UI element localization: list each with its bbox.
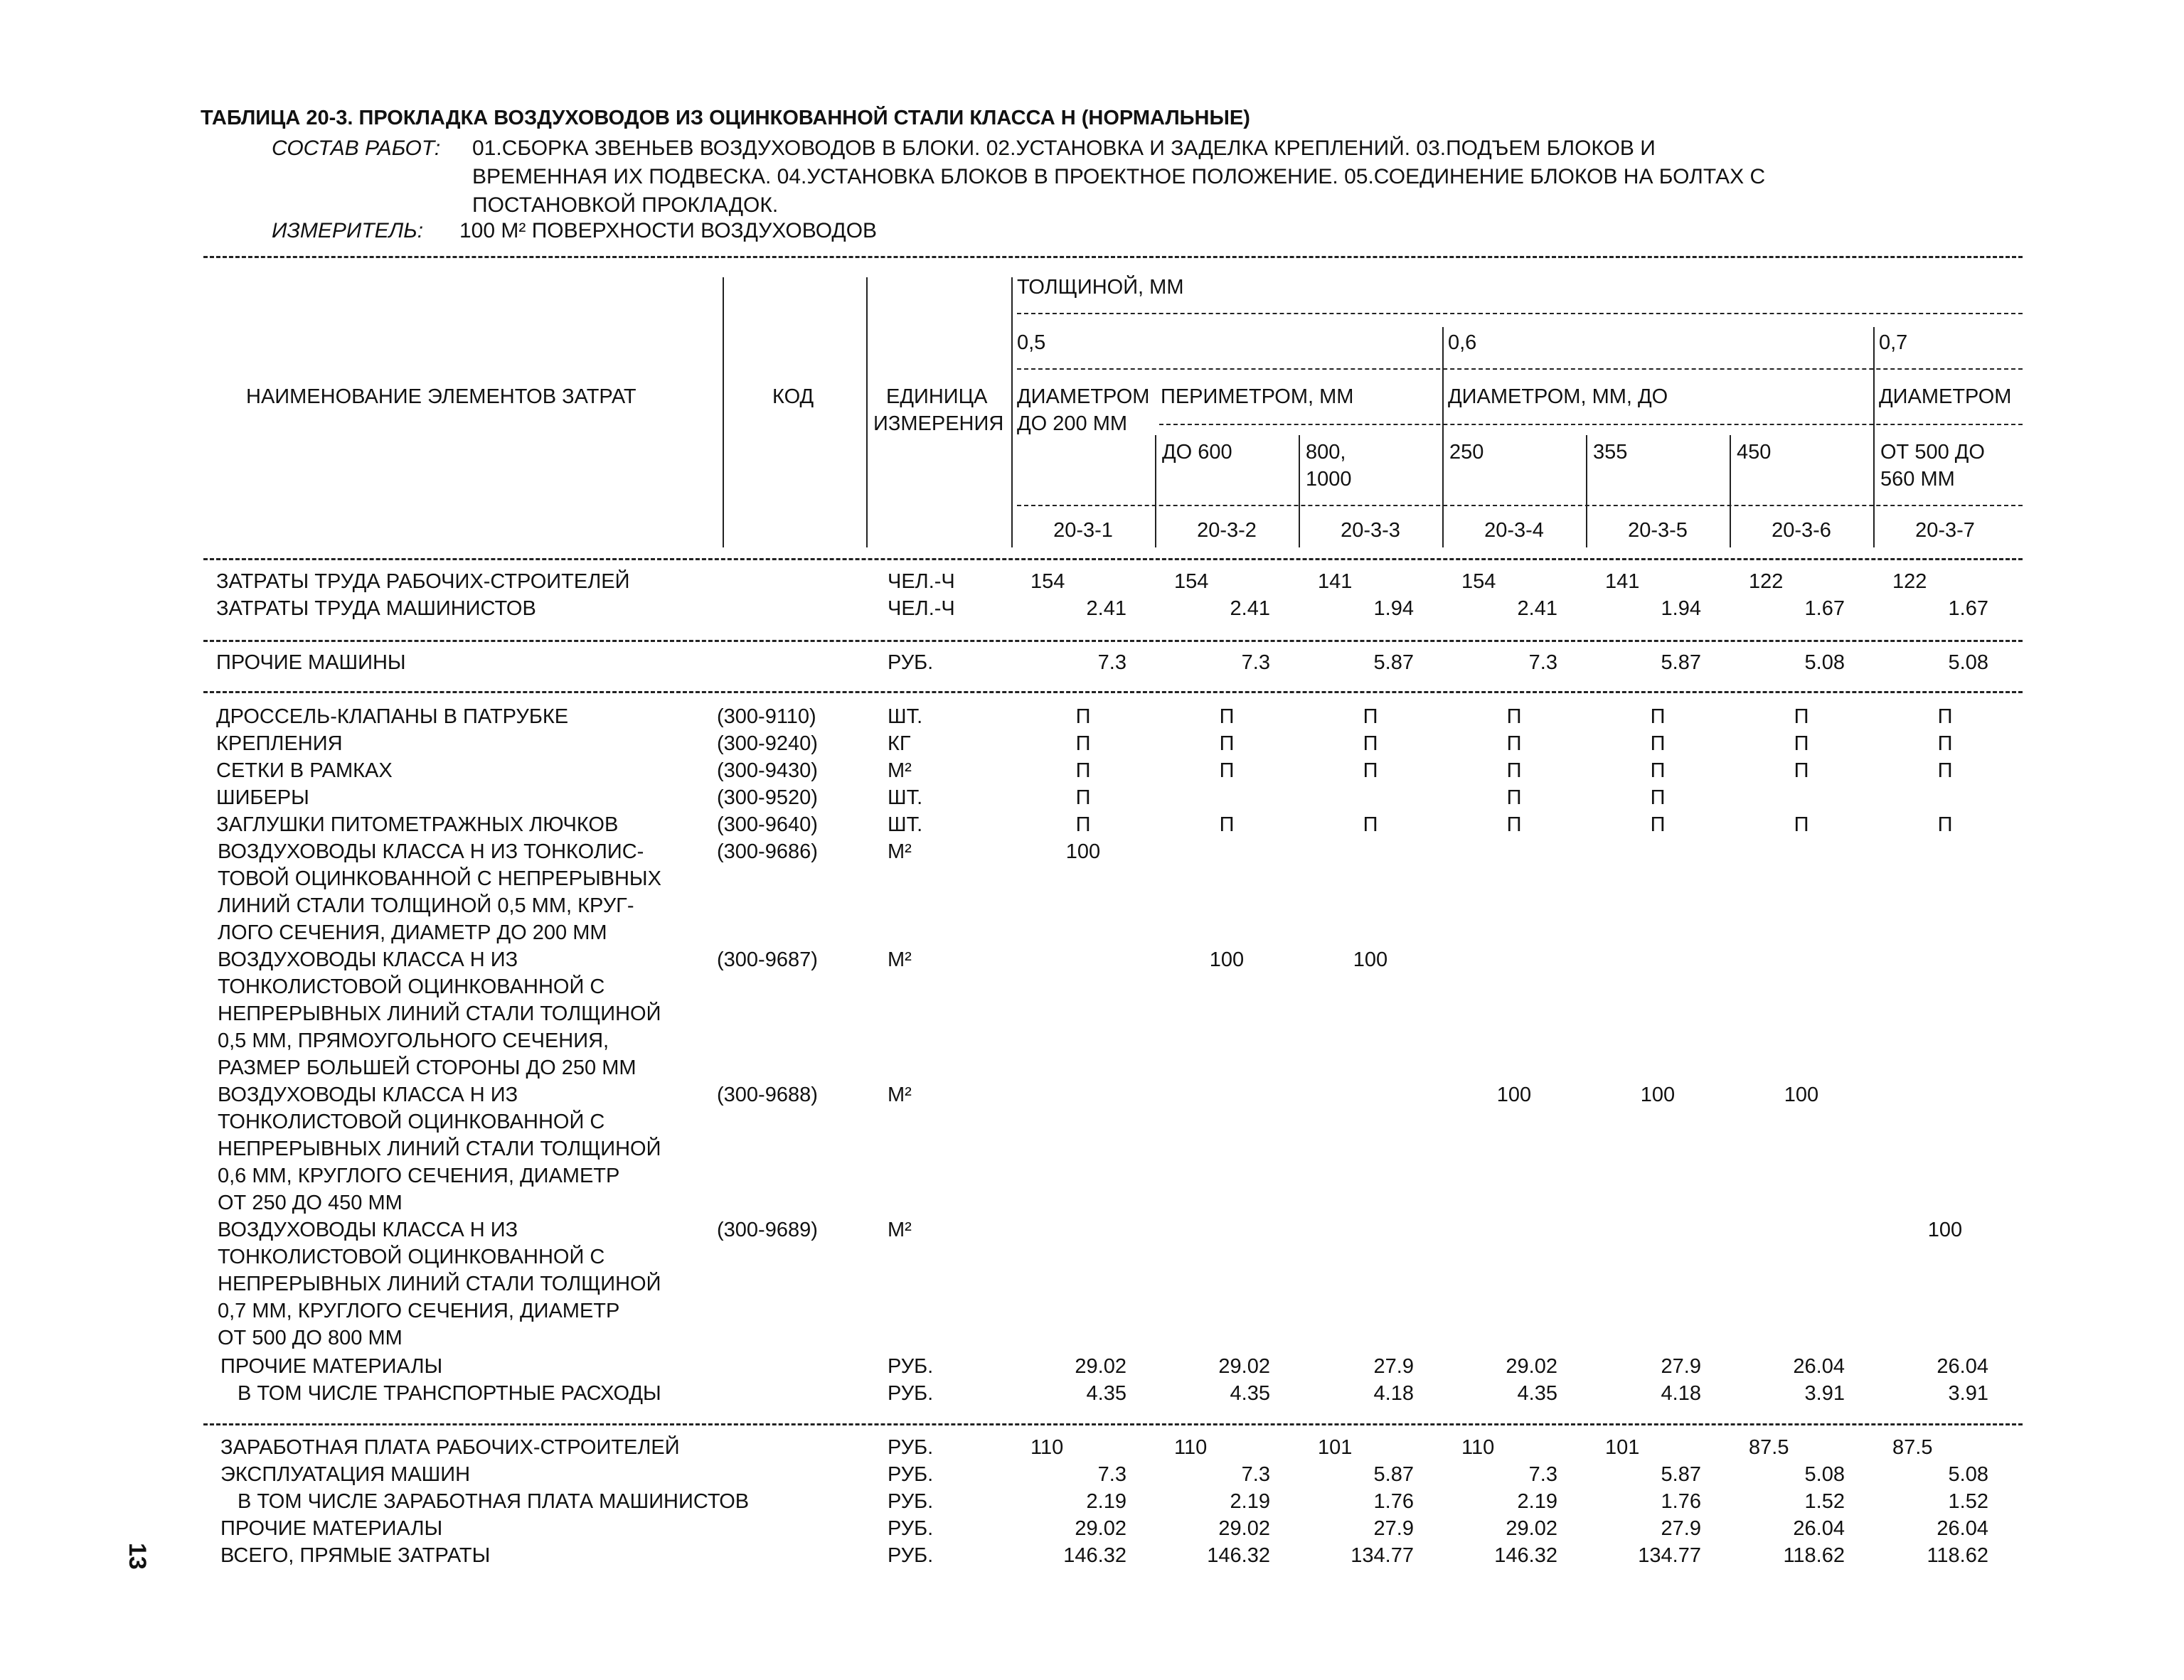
value-cell: 5.87 <box>1373 1463 1414 1486</box>
column-code: 20-3-7 <box>1915 519 1975 542</box>
header-t06: 0,6 <box>1448 331 1477 354</box>
value-cell: П <box>1794 705 1809 728</box>
value-cell: 100 <box>1784 1084 1819 1106</box>
header-subline-1 <box>1017 313 2023 314</box>
value-cell: 4.18 <box>1661 1382 1701 1405</box>
header-divider-c3 <box>1299 435 1300 547</box>
value-cell: 5.08 <box>1804 651 1845 674</box>
rule-header-bottom <box>203 558 2023 560</box>
material-row-unit: ШТ. <box>888 786 923 809</box>
duct-description-line: ТОНКОЛИСТОВОЙ ОЦИНКОВАННОЙ С <box>218 1111 605 1133</box>
column-code: 20-3-3 <box>1341 519 1400 542</box>
value-cell: 146.32 <box>1207 1544 1270 1567</box>
value-cell: 141 <box>1605 570 1640 593</box>
duct-row-unit: М² <box>888 840 912 863</box>
value-cell: П <box>1075 705 1091 728</box>
header-diam-mm-do: ДИАМЕТРОМ, ММ, ДО <box>1448 385 1668 408</box>
other-material-row-name: В ТОМ ЧИСЛЕ ТРАНСПОРТНЫЕ РАСХОДЫ <box>238 1382 661 1405</box>
material-row-unit: ШТ. <box>888 813 923 836</box>
duct-row-code: (300-9687) <box>717 948 818 971</box>
machines-row-name: ПРОЧИЕ МАШИНЫ <box>216 651 406 674</box>
value-cell: П <box>1075 732 1091 755</box>
value-cell: 1.67 <box>1948 597 1988 620</box>
header-s355: 355 <box>1593 441 1628 464</box>
header-s500-1: ОТ 500 ДО <box>1880 441 1985 464</box>
value-cell: П <box>1219 732 1235 755</box>
total-row-unit: РУБ. <box>888 1490 934 1513</box>
total-row-name: ПРОЧИЕ МАТЕРИАЛЫ <box>220 1517 443 1540</box>
value-cell: 110 <box>1461 1436 1495 1459</box>
value-cell: 141 <box>1318 570 1353 593</box>
total-row-name: ЗАРАБОТНАЯ ПЛАТА РАБОЧИХ-СТРОИТЕЛЕЙ <box>220 1436 680 1459</box>
header-diam-1: ДИАМЕТРОМ <box>1017 385 1150 408</box>
value-cell: 100 <box>1927 1219 1963 1241</box>
duct-description-line: ВОЗДУХОВОДЫ КЛАССА Н ИЗ <box>218 948 518 971</box>
duct-description-line: ВОЗДУХОВОДЫ КЛАССА Н ИЗ <box>218 1219 518 1241</box>
value-cell: П <box>1650 732 1666 755</box>
value-cell: 5.87 <box>1661 651 1701 674</box>
rule-machines-bottom <box>203 691 2023 693</box>
work-label: СОСТАВ РАБОТ: <box>272 137 441 160</box>
header-perim: ПЕРИМЕТРОМ, ММ <box>1161 385 1354 408</box>
value-cell: 100 <box>1209 948 1245 971</box>
value-cell: 146.32 <box>1063 1544 1126 1567</box>
value-cell: П <box>1506 786 1522 809</box>
measure-label: ИЗМЕРИТЕЛЬ: <box>272 219 424 242</box>
work-line-1: 01.СБОРКА ЗВЕНЬЕВ ВОЗДУХОВОДОВ В БЛОКИ. 02.УСТАНОВКА И ЗАДЕЛКА КРЕПЛЕНИЙ. 03.ПОДЪЕМ БЛОКОВ И <box>472 137 1656 160</box>
value-cell: 29.02 <box>1506 1355 1557 1378</box>
value-cell: П <box>1075 759 1091 782</box>
header-thickness: ТОЛЩИНОЙ, ММ <box>1017 276 1184 299</box>
material-row-unit: КГ <box>888 732 911 755</box>
header-divider-c5 <box>1586 435 1587 547</box>
duct-description-line: ТОНКОЛИСТОВОЙ ОЦИНКОВАННОЙ С <box>218 1246 605 1268</box>
header-divider-c7 <box>1873 327 1875 547</box>
value-cell: 110 <box>1174 1436 1208 1459</box>
value-cell: 146.32 <box>1494 1544 1557 1567</box>
value-cell: 101 <box>1318 1436 1353 1459</box>
value-cell: 27.9 <box>1373 1517 1414 1540</box>
value-cell: 29.02 <box>1075 1355 1126 1378</box>
value-cell: 27.9 <box>1373 1355 1414 1378</box>
value-cell: П <box>1794 759 1809 782</box>
header-code: КОД <box>772 385 814 408</box>
value-cell: 134.77 <box>1638 1544 1701 1567</box>
header-divider-values <box>1011 277 1013 547</box>
value-cell: 26.04 <box>1793 1355 1845 1378</box>
duct-row-unit: М² <box>888 1219 912 1241</box>
material-row-name: СЕТКИ В РАМКАХ <box>216 759 393 782</box>
value-cell: 1.76 <box>1661 1490 1701 1513</box>
value-cell: П <box>1650 705 1666 728</box>
value-cell: 2.41 <box>1517 597 1557 620</box>
value-cell: 27.9 <box>1661 1355 1701 1378</box>
value-cell: 4.35 <box>1230 1382 1270 1405</box>
value-cell: 118.62 <box>1783 1544 1845 1567</box>
header-divider-c6 <box>1730 435 1731 547</box>
value-cell: П <box>1937 732 1953 755</box>
value-cell: 154 <box>1174 570 1209 593</box>
value-cell: 4.18 <box>1373 1382 1414 1405</box>
header-divider-code <box>723 277 724 547</box>
material-row-name: ЗАГЛУШКИ ПИТОМЕТРАЖНЫХ ЛЮЧКОВ <box>216 813 619 836</box>
header-unit-1: ЕДИНИЦА <box>886 385 988 408</box>
duct-row-code: (300-9686) <box>717 840 818 863</box>
header-s500-2: 560 ММ <box>1880 468 1955 491</box>
column-code: 20-3-1 <box>1053 519 1113 542</box>
rule-top <box>203 256 2023 258</box>
value-cell: 2.41 <box>1086 597 1126 620</box>
other-material-row-name: ПРОЧИЕ МАТЕРИАЛЫ <box>220 1355 443 1378</box>
duct-description-line: ЛИНИЙ СТАЛИ ТОЛЩИНОЙ 0,5 ММ, КРУГ- <box>218 894 634 917</box>
header-s800-1: 800, <box>1306 441 1346 464</box>
value-cell: 2.41 <box>1230 597 1270 620</box>
value-cell: П <box>1506 705 1522 728</box>
column-code: 20-3-5 <box>1628 519 1688 542</box>
total-row-unit: РУБ. <box>888 1463 934 1486</box>
header-t07: 0,7 <box>1879 331 1908 354</box>
header-diam-2: ДО 200 ММ <box>1017 412 1128 435</box>
header-do600: ДО 600 <box>1162 441 1232 464</box>
duct-row-unit: М² <box>888 1084 912 1106</box>
value-cell: П <box>1075 786 1091 809</box>
other-material-row-unit: РУБ. <box>888 1382 934 1405</box>
value-cell: П <box>1650 813 1666 836</box>
value-cell: 3.91 <box>1948 1382 1988 1405</box>
value-cell: П <box>1219 705 1235 728</box>
value-cell: 122 <box>1749 570 1784 593</box>
value-cell: 7.3 <box>1241 1463 1270 1486</box>
duct-description-line: ВОЗДУХОВОДЫ КЛАССА Н ИЗ ТОНКОЛИС- <box>218 840 644 863</box>
value-cell: 7.3 <box>1097 651 1126 674</box>
header-subline-3 <box>1159 424 2023 425</box>
table-title: ТАБЛИЦА 20-3. ПРОКЛАДКА ВОЗДУХОВОДОВ ИЗ ОЦИНКОВАННОЙ СТАЛИ КЛАССА Н (НОРМАЛЬНЫЕ) <box>201 107 1250 129</box>
duct-description-line: ВОЗДУХОВОДЫ КЛАССА Н ИЗ <box>218 1084 518 1106</box>
total-row-unit: РУБ. <box>888 1544 934 1567</box>
value-cell: 7.3 <box>1528 1463 1557 1486</box>
total-row-unit: РУБ. <box>888 1517 934 1540</box>
value-cell: П <box>1650 786 1666 809</box>
duct-description-line: РАЗМЕР БОЛЬШЕЙ СТОРОНЫ ДО 250 ММ <box>218 1056 636 1079</box>
value-cell: 1.67 <box>1804 597 1845 620</box>
header-s250: 250 <box>1449 441 1484 464</box>
header-s450: 450 <box>1737 441 1772 464</box>
value-cell: 100 <box>1640 1084 1676 1106</box>
duct-description-line: 0,5 ММ, ПРЯМОУГОЛЬНОГО СЕЧЕНИЯ, <box>218 1029 609 1052</box>
total-row-name: ЭКСПЛУАТАЦИЯ МАШИН <box>220 1463 471 1486</box>
material-row-name: ДРОССЕЛЬ-КЛАПАНЫ В ПАТРУБКЕ <box>216 705 569 728</box>
header-name: НАИМЕНОВАНИЕ ЭЛЕМЕНТОВ ЗАТРАТ <box>246 385 636 408</box>
duct-description-line: ЛОГО СЕЧЕНИЯ, ДИАМЕТР ДО 200 ММ <box>218 921 607 944</box>
column-code: 20-3-4 <box>1484 519 1544 542</box>
value-cell: 101 <box>1605 1436 1640 1459</box>
value-cell: 2.19 <box>1517 1490 1557 1513</box>
value-cell: П <box>1937 705 1953 728</box>
measure-value: 100 М² ПОВЕРХНОСТИ ВОЗДУХОВОДОВ <box>459 219 878 242</box>
rule-materials-bottom <box>203 1423 2023 1425</box>
material-row-unit: ШТ. <box>888 705 923 728</box>
total-row-name: В ТОМ ЧИСЛЕ ЗАРАБОТНАЯ ПЛАТА МАШИНИСТОВ <box>238 1490 750 1513</box>
value-cell: 100 <box>1065 840 1101 863</box>
value-cell: 3.91 <box>1804 1382 1845 1405</box>
value-cell: 1.52 <box>1948 1490 1988 1513</box>
other-material-row-unit: РУБ. <box>888 1355 934 1378</box>
value-cell: П <box>1219 813 1235 836</box>
value-cell: 7.3 <box>1528 651 1557 674</box>
labor-row-unit: ЧЕЛ.-Ч <box>888 570 955 593</box>
value-cell: 4.35 <box>1517 1382 1557 1405</box>
work-line-2: ВРЕМЕННАЯ ИХ ПОДВЕСКА. 04.УСТАНОВКА БЛОКОВ В ПРОЕКТНОЕ ПОЛОЖЕНИЕ. 05.СОЕДИНЕНИЕ БЛОКОВ НА БОЛТАХ С <box>472 165 1766 188</box>
material-row-code: (300-9520) <box>717 786 818 809</box>
column-code: 20-3-6 <box>1772 519 1831 542</box>
value-cell: 7.3 <box>1097 1463 1126 1486</box>
material-row-name: ШИБЕРЫ <box>216 786 309 809</box>
value-cell: 5.87 <box>1661 1463 1701 1486</box>
value-cell: 26.04 <box>1937 1355 1988 1378</box>
column-code: 20-3-2 <box>1197 519 1257 542</box>
value-cell: 29.02 <box>1075 1517 1126 1540</box>
material-row-code: (300-9430) <box>717 759 818 782</box>
duct-description-line: НЕПРЕРЫВНЫХ ЛИНИЙ СТАЛИ ТОЛЩИНОЙ <box>218 1273 661 1295</box>
material-row-code: (300-9110) <box>717 705 816 728</box>
duct-row-unit: М² <box>888 948 912 971</box>
value-cell: 1.76 <box>1373 1490 1414 1513</box>
value-cell: 110 <box>1030 1436 1064 1459</box>
value-cell: 100 <box>1353 948 1388 971</box>
duct-description-line: ТОНКОЛИСТОВОЙ ОЦИНКОВАННОЙ С <box>218 975 605 998</box>
value-cell: 122 <box>1892 570 1927 593</box>
value-cell: 100 <box>1496 1084 1532 1106</box>
value-cell: П <box>1363 813 1378 836</box>
material-row-name: КРЕПЛЕНИЯ <box>216 732 343 755</box>
value-cell: 1.94 <box>1373 597 1414 620</box>
value-cell: 29.02 <box>1218 1355 1270 1378</box>
value-cell: П <box>1363 705 1378 728</box>
value-cell: 26.04 <box>1937 1517 1988 1540</box>
value-cell: 5.08 <box>1948 1463 1988 1486</box>
header-s800-2: 1000 <box>1306 468 1352 491</box>
machines-row-unit: РУБ. <box>888 651 934 674</box>
value-cell: П <box>1794 732 1809 755</box>
material-row-unit: М² <box>888 759 912 782</box>
duct-description-line: НЕПРЕРЫВНЫХ ЛИНИЙ СТАЛИ ТОЛЩИНОЙ <box>218 1138 661 1160</box>
total-row-unit: РУБ. <box>888 1436 934 1459</box>
labor-row-name: ЗАТРАТЫ ТРУДА РАБОЧИХ-СТРОИТЕЛЕЙ <box>216 570 630 593</box>
value-cell: П <box>1219 759 1235 782</box>
value-cell: 154 <box>1030 570 1065 593</box>
duct-description-line: ОТ 250 ДО 450 ММ <box>218 1192 403 1214</box>
value-cell: 2.19 <box>1086 1490 1126 1513</box>
value-cell: 26.04 <box>1793 1517 1845 1540</box>
value-cell: П <box>1506 813 1522 836</box>
header-subline-2 <box>1017 368 2023 370</box>
value-cell: П <box>1937 813 1953 836</box>
header-divider-c2 <box>1155 435 1156 547</box>
value-cell: 87.5 <box>1892 1436 1933 1459</box>
page-number: 13 <box>124 1543 151 1570</box>
material-row-code: (300-9640) <box>717 813 818 836</box>
value-cell: 87.5 <box>1749 1436 1789 1459</box>
header-unit-2: ИЗМЕРЕНИЯ <box>873 412 1004 435</box>
value-cell: П <box>1937 759 1953 782</box>
value-cell: 7.3 <box>1241 651 1270 674</box>
labor-row-name: ЗАТРАТЫ ТРУДА МАШИНИСТОВ <box>216 597 536 620</box>
duct-description-line: НЕПРЕРЫВНЫХ ЛИНИЙ СТАЛИ ТОЛЩИНОЙ <box>218 1002 661 1025</box>
value-cell: 154 <box>1461 570 1496 593</box>
material-row-code: (300-9240) <box>717 732 818 755</box>
value-cell: П <box>1506 759 1522 782</box>
header-diam-07: ДИАМЕТРОМ <box>1879 385 2012 408</box>
value-cell: 29.02 <box>1218 1517 1270 1540</box>
duct-description-line: 0,6 ММ, КРУГЛОГО СЕЧЕНИЯ, ДИАМЕТР <box>218 1165 620 1187</box>
header-subline-4 <box>1017 505 2023 506</box>
value-cell: П <box>1650 759 1666 782</box>
duct-row-code: (300-9689) <box>717 1219 818 1241</box>
header-t05: 0,5 <box>1017 331 1046 354</box>
header-divider-unit <box>866 277 868 547</box>
value-cell: 1.52 <box>1804 1490 1845 1513</box>
value-cell: П <box>1075 813 1091 836</box>
value-cell: 134.77 <box>1351 1544 1414 1567</box>
value-cell: 29.02 <box>1506 1517 1557 1540</box>
value-cell: П <box>1506 732 1522 755</box>
duct-description-line: ТОВОЙ ОЦИНКОВАННОЙ С НЕПРЕРЫВНЫХ <box>218 867 661 890</box>
work-line-3: ПОСТАНОВКОЙ ПРОКЛАДОК. <box>472 193 779 217</box>
value-cell: 118.62 <box>1927 1544 1988 1567</box>
value-cell: 4.35 <box>1086 1382 1126 1405</box>
total-row-name: ВСЕГО, ПРЯМЫЕ ЗАТРАТЫ <box>220 1544 491 1567</box>
value-cell: 5.08 <box>1948 651 1988 674</box>
duct-description-line: ОТ 500 ДО 800 ММ <box>218 1327 403 1349</box>
duct-row-code: (300-9688) <box>717 1084 818 1106</box>
duct-description-line: 0,7 ММ, КРУГЛОГО СЕЧЕНИЯ, ДИАМЕТР <box>218 1300 620 1322</box>
value-cell: 5.87 <box>1373 651 1414 674</box>
header-divider-c4 <box>1442 327 1444 547</box>
value-cell: 2.19 <box>1230 1490 1270 1513</box>
value-cell: 1.94 <box>1661 597 1701 620</box>
labor-row-unit: ЧЕЛ.-Ч <box>888 597 955 620</box>
value-cell: 5.08 <box>1804 1463 1845 1486</box>
value-cell: П <box>1794 813 1809 836</box>
value-cell: 27.9 <box>1661 1517 1701 1540</box>
rule-labor-bottom <box>203 640 2023 642</box>
value-cell: П <box>1363 732 1378 755</box>
value-cell: П <box>1363 759 1378 782</box>
